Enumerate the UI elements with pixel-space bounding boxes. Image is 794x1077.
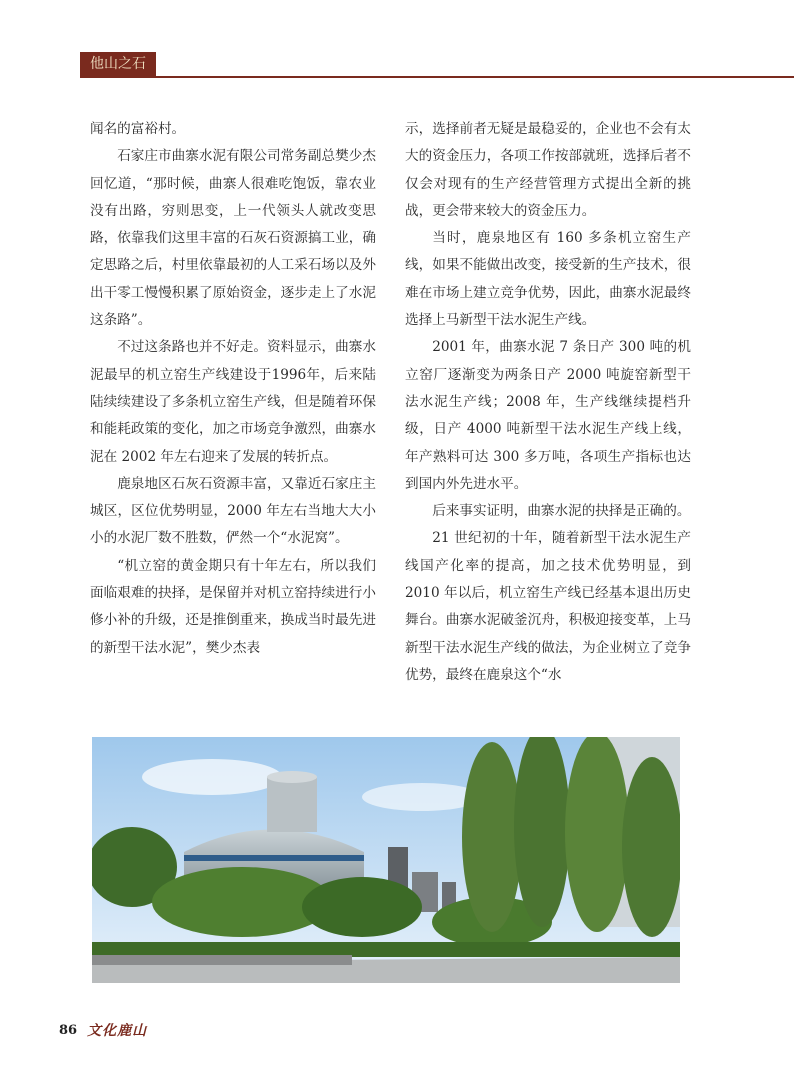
- paragraph: 鹿泉地区石灰石资源丰富，又靠近石家庄主城区，区位优势明显，2000 年左右当地大大小小的水泥厂数不胜数，俨然一个“水泥窝”。: [90, 475, 376, 547]
- header-rule: [80, 76, 794, 78]
- paragraph: 示，选择前者无疑是最稳妥的，企业也不会有太大的资金压力，各项工作按部就班，选择后者不仅会对现有的生产经营管理方式提出全新的挑战，更会带来较大的资金压力。: [405, 121, 691, 219]
- page-number: 86: [59, 1022, 78, 1038]
- paragraph: 21 世纪初的十年，随着新型干法水泥生产线国产化率的提高，加之技术优势明显，到 2010 年以后，机立窑生产线已经基本退出历史舞台。曲寨水泥破釜沉舟，积极迎接变革，上马新型干法水泥生产线的做法，为企业树立了竞争优势，最终在鹿泉这个“水: [405, 530, 691, 683]
- paragraph: 当时，鹿泉地区有 160 多条机立窑生产线，如果不能做出改变，接受新的生产技术，很难在市场上建立竞争优势，因此，曲寨水泥最终选择上马新型干法水泥生产线。: [405, 230, 691, 329]
- left-column: [90, 116, 376, 662]
- paragraph: “机立窑的黄金期只有十年左右，所以我们面临艰难的抉择，是保留并对机立窑持续进行小修小补的升级，还是推倒重来，换成当时最先进的新型干法水泥”，樊少杰表: [90, 557, 376, 656]
- paragraph: 2001 年，曲寨水泥 7 条日产 300 吨的机立窑厂逐渐变为两条日产 2000 吨旋窑新型干法水泥生产线；2008 年，生产线继续提档升级，日产 4000 吨新型干法水泥生产线上线，年产熟料可达 300 多万吨，各项生产指标也达到国内外先进水平。: [405, 339, 691, 492]
- factory-photo: [92, 737, 680, 983]
- right-column: [405, 116, 691, 689]
- paragraph: 石家庄市曲寨水泥有限公司常务副总樊少杰回忆道，“那时候，曲寨人很难吃饱饭，靠农业没有出路，穷则思变，上一代领头人就改变思路，依靠我们这里丰富的石灰石资源搞工业，确定思路之后，村里依靠最初的人工采石场以及外出干零工慢慢积累了原始资金，逐步走上了水泥这条路”。: [90, 148, 376, 329]
- magazine-logo: 文化鹿山: [87, 1023, 148, 1039]
- section-tag: 他山之石: [80, 52, 156, 76]
- paragraph: 不过这条路也并不好走。资料显示，曲寨水泥最早的机立窑生产线建设于1996年，后来陆陆续续建设了多条机立窑生产线，但是随着环保和能耗政策的变化，加之市场竞争激烈，曲寨水泥在 2002 年左右迎来了发展的转折点。: [90, 339, 376, 465]
- paragraph: 闻名的富裕村。: [90, 121, 186, 137]
- page-footer: [59, 1018, 147, 1042]
- paragraph: 后来事实证明，曲寨水泥的抉择是正确的。: [432, 503, 691, 520]
